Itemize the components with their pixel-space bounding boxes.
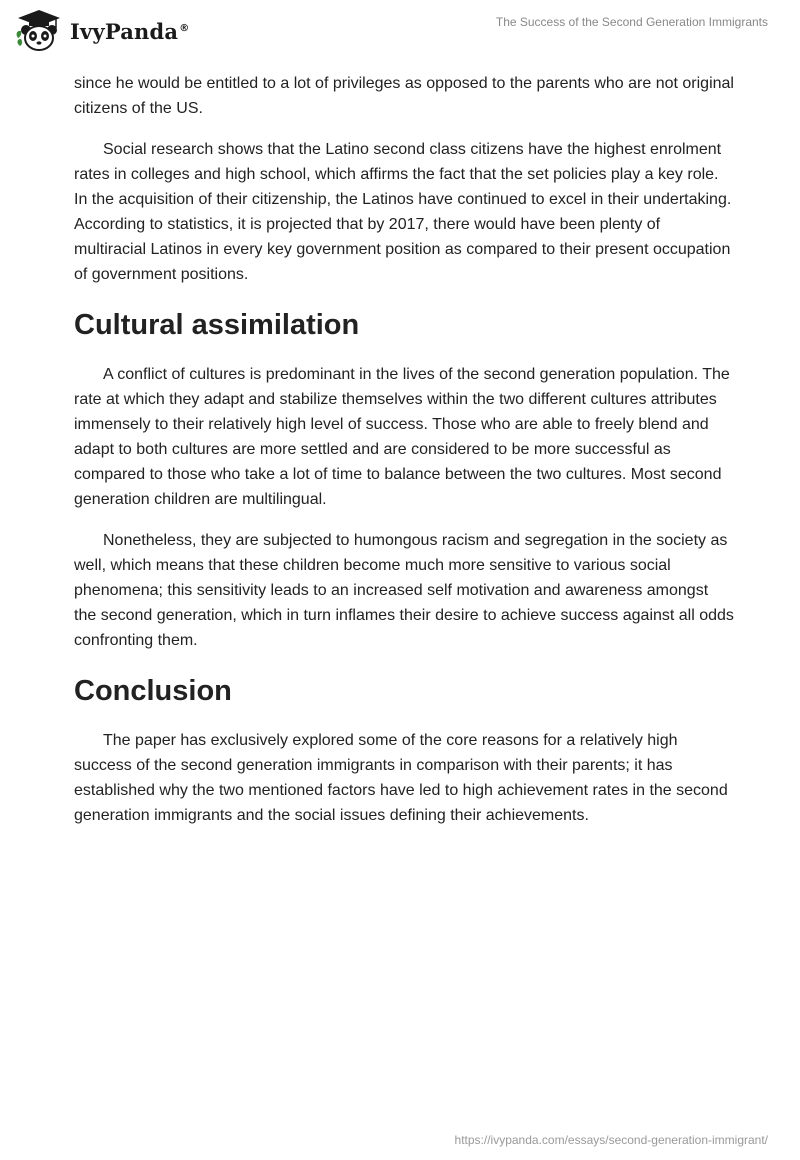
- document-title: The Success of the Second Generation Immigrants: [495, 15, 768, 29]
- essay-content: [74, 71, 734, 844]
- source-url[interactable]: https://ivypanda.com/essays/second-generation-immigrant/: [454, 1133, 768, 1147]
- paragraph: Social research shows that the Latino second class citizens have the highest enrolment rates in colleges and high school, which affirms the fact that the set policies play a key role. In the acquisition of their citizenship, the Latinos have continued to excel in their undertaking. According to statistics, it is projected that by 2017, there would have been plenty of multiracial Latinos in every key government position as compared to their present occupation of government positions.: [74, 141, 732, 283]
- paragraph: since he would be entitled to a lot of privileges as opposed to the parents who are not original citizens of the US.: [74, 75, 734, 117]
- page-header: [0, 0, 800, 70]
- logo-text: IvyPanda®: [70, 18, 190, 44]
- paragraph: Nonetheless, they are subjected to humongous racism and segregation in the society as well, which means that these children become much more sensitive to various social phenomena; this sensitivity leads to an increased self motivation and awareness amongst the second generation, which in turn inflames their desire to achieve success against all odds confronting them.: [74, 532, 734, 649]
- section-heading: Conclusion: [74, 675, 232, 707]
- paragraph: A conflict of cultures is predominant in the lives of the second generation population. The rate at which they adapt and stabilize themselves within the two different cultures attributes immensely to their relatively high level of success. Those who are able to freely blend and adapt to both cultures are more settled and are considered to be more successful as compared to those who take a lot of time to balance between the two cultures. Most second generation children are multilingual.: [74, 366, 730, 508]
- panda-graduation-cap-icon: [14, 8, 64, 54]
- ivypanda-logo[interactable]: [14, 8, 189, 54]
- section-heading: Cultural assimilation: [74, 309, 360, 341]
- paragraph: The paper has exclusively explored some of the core reasons for a relatively high success of the second generation immigrants in comparison with their parents; it has established why the two mentioned factors have led to high achievement rates in the second generation immigrants and the social issues defining their achievements.: [74, 732, 728, 824]
